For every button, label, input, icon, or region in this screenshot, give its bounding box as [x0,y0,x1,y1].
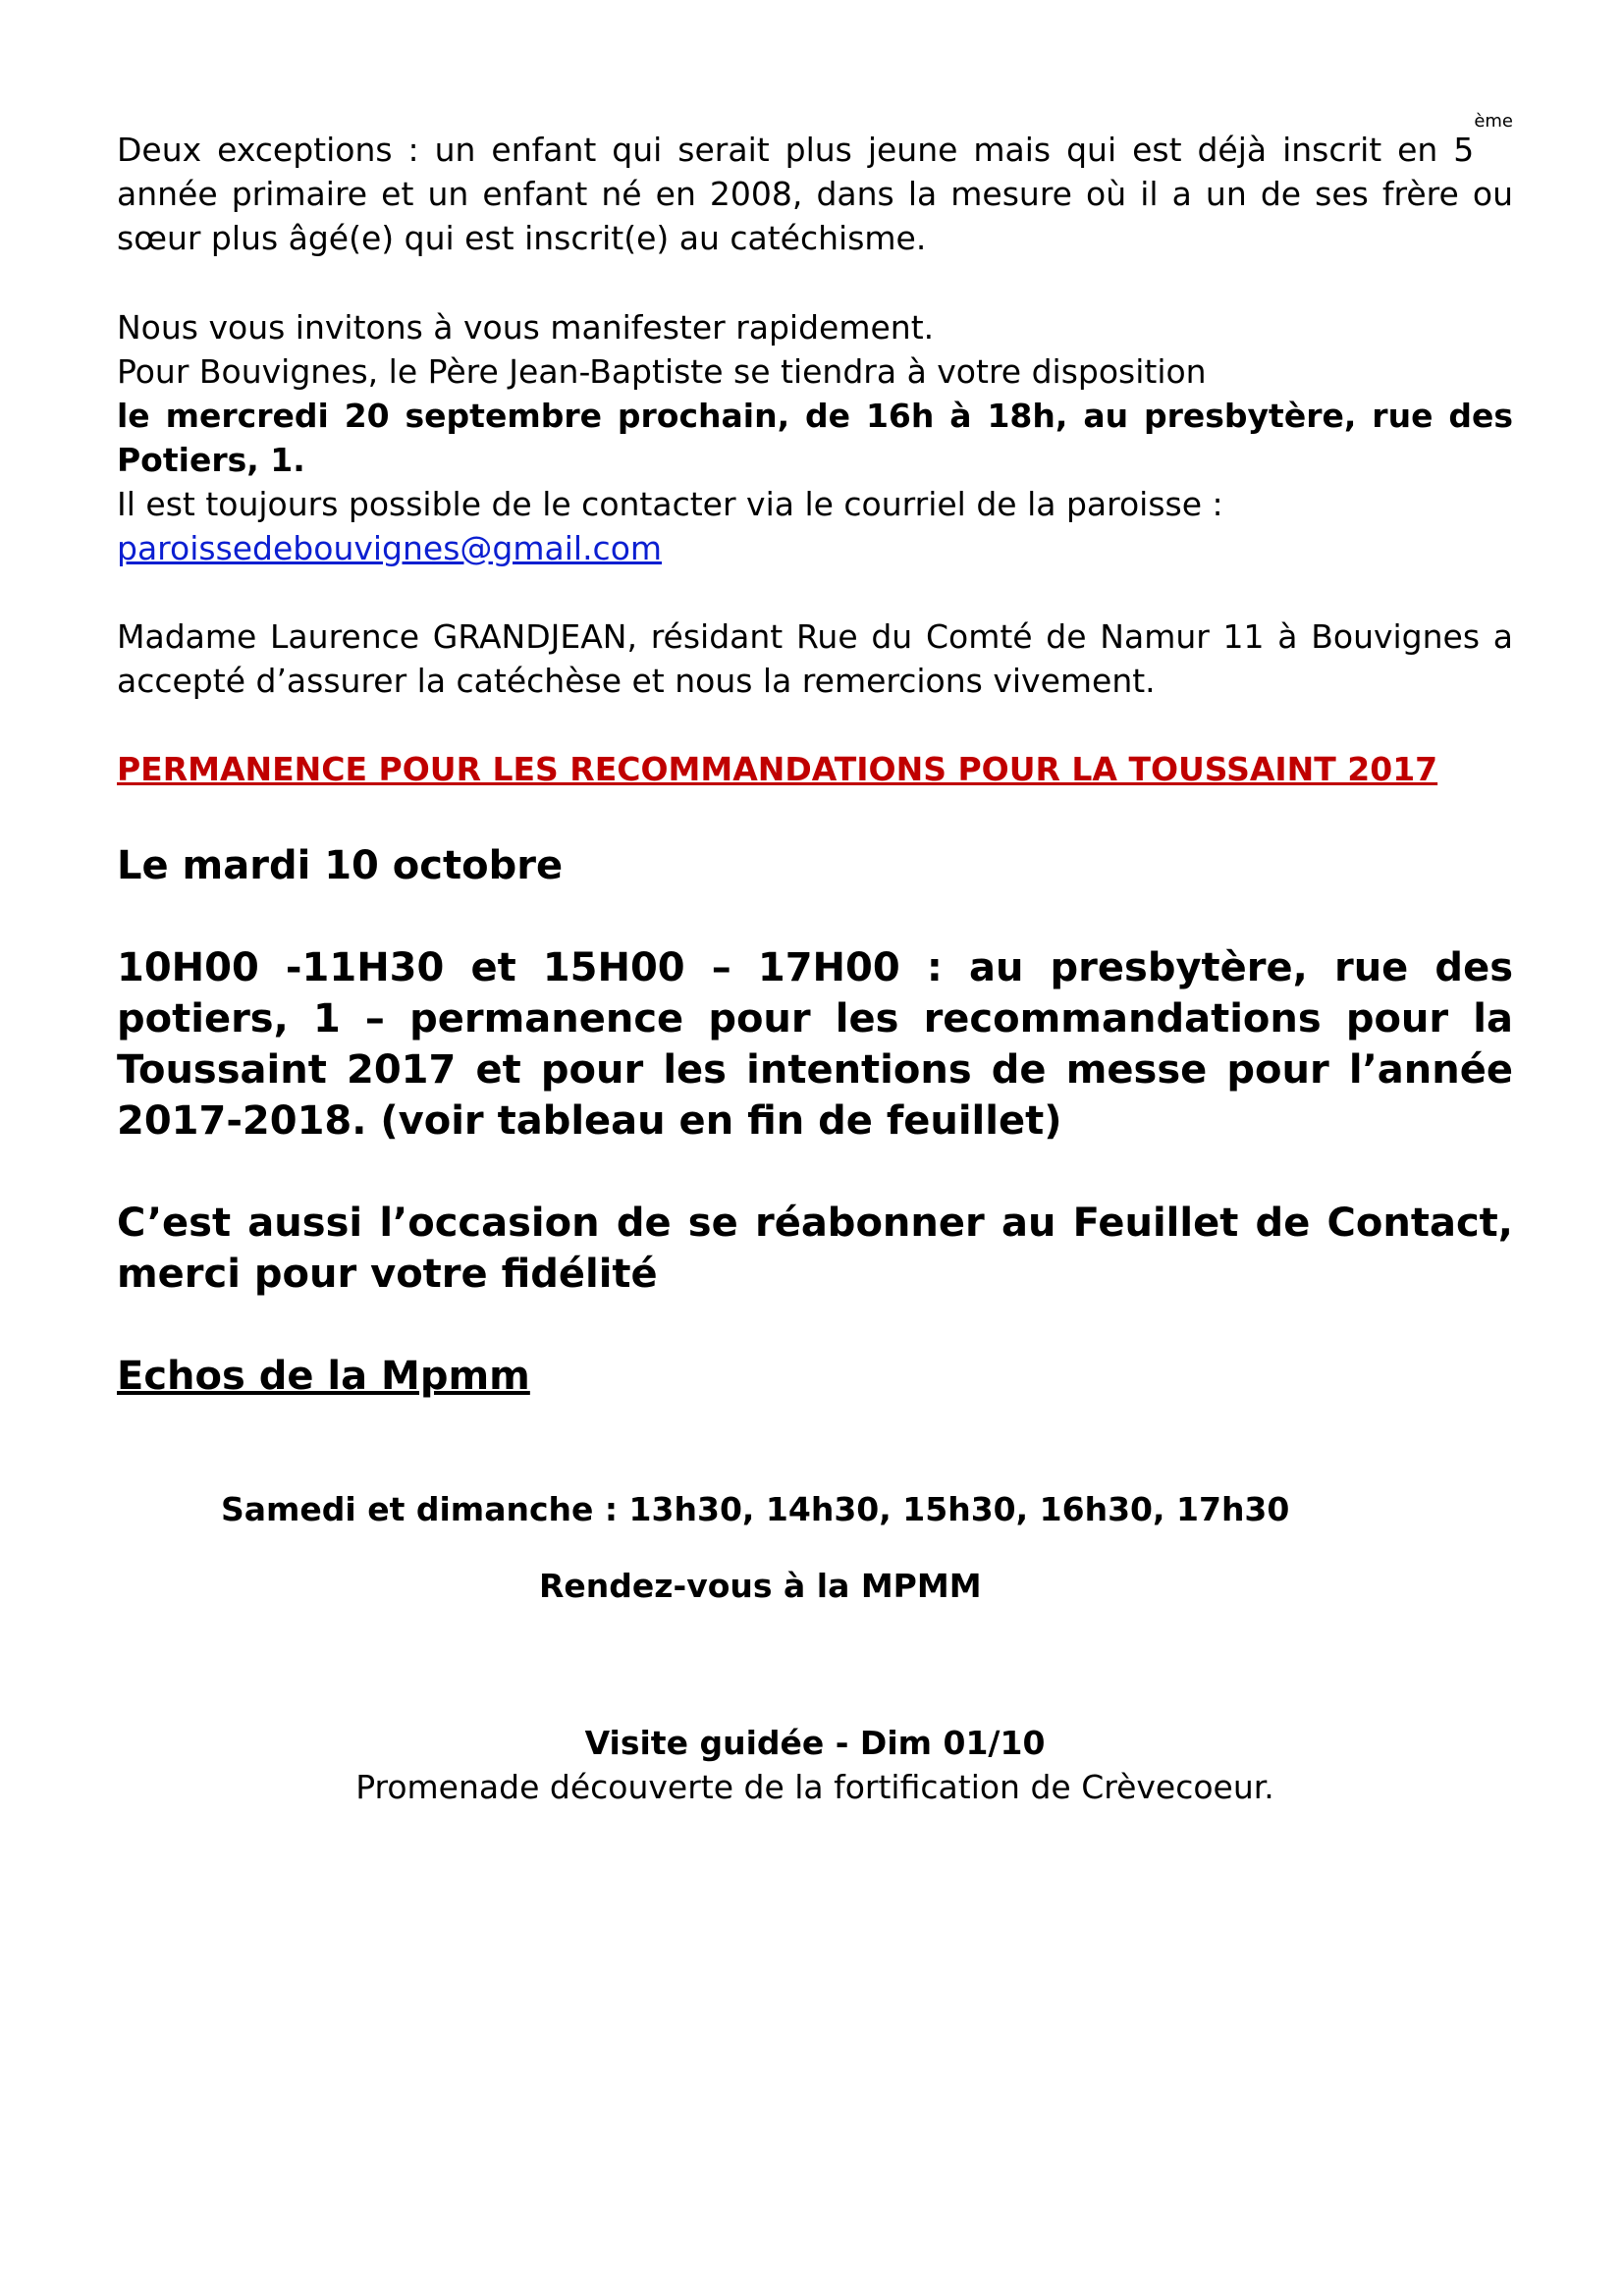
parish-email-link[interactable]: paroissedebouvignes@gmail.com [117,529,663,567]
email-row [117,526,1513,570]
contact-line: Il est toujours possible de le contacter via le courriel de la paroisse : [117,485,1223,523]
visite-title: Visite guidée - Dim 01/10 [584,1724,1046,1762]
mpmm-schedule: Samedi et dimanche : 13h30, 14h30, 15h30, 16h30, 17h30 [221,1490,1290,1528]
exceptions-main-text: Deux exceptions : un enfant qui serait plus jeune mais qui est déjà inscrit en 5 [117,131,1475,169]
ordinal-superscript: ème [1474,111,1513,132]
invitation-line-2: Pour Bouvignes, le Père Jean-Baptiste se tiendra à votre disposition [117,352,1207,391]
meeting-date-bold: le mercredi 20 septembre prochain, de 16h à 18h, au presbytère, rue des Potiers, 1. [117,397,1513,479]
exceptions-paragraph [117,111,1513,260]
visite-description: Promenade découverte de la fortification de Crèvecoeur. [355,1768,1274,1806]
permanence-heading: PERMANENCE POUR LES RECOMMANDATIONS POUR LA TOUSSAINT 2017 [117,750,1438,788]
exceptions-rest-text: année primaire et un enfant né en 2008, dans la mesure où il a un de ses frère ou sœur plus âgé(e) qui est inscrit(e) au catéchisme. [117,175,1513,257]
catechese-paragraph: Madame Laurence GRANDJEAN, résidant Rue du Comté de Namur 11 à Bouvignes a accepté d’assurer la catéchèse et nous la remercions vivement. [117,617,1513,700]
rendezvous-text: Rendez-vous à la MPMM [539,1567,982,1605]
echos-title: Echos de la Mpmm [117,1354,530,1399]
permanence-details: 10H00 -11H30 et 15H00 – 17H00 : au presbytère, rue des potiers, 1 – permanence pour les recommandations pour la Toussaint 2017 et pour les intentions de messe pour l’année 2017-2018. (voir tableau en fin de feuillet) [117,945,1513,1144]
reabonnement-text: C’est aussi l’occasion de se réabonner au Feuillet de Contact, merci pour votre fidélité [117,1201,1513,1297]
invitation-line-1: Nous vous invitons à vous manifester rapidement. [117,308,935,347]
permanence-date: Le mardi 10 octobre [117,843,564,888]
